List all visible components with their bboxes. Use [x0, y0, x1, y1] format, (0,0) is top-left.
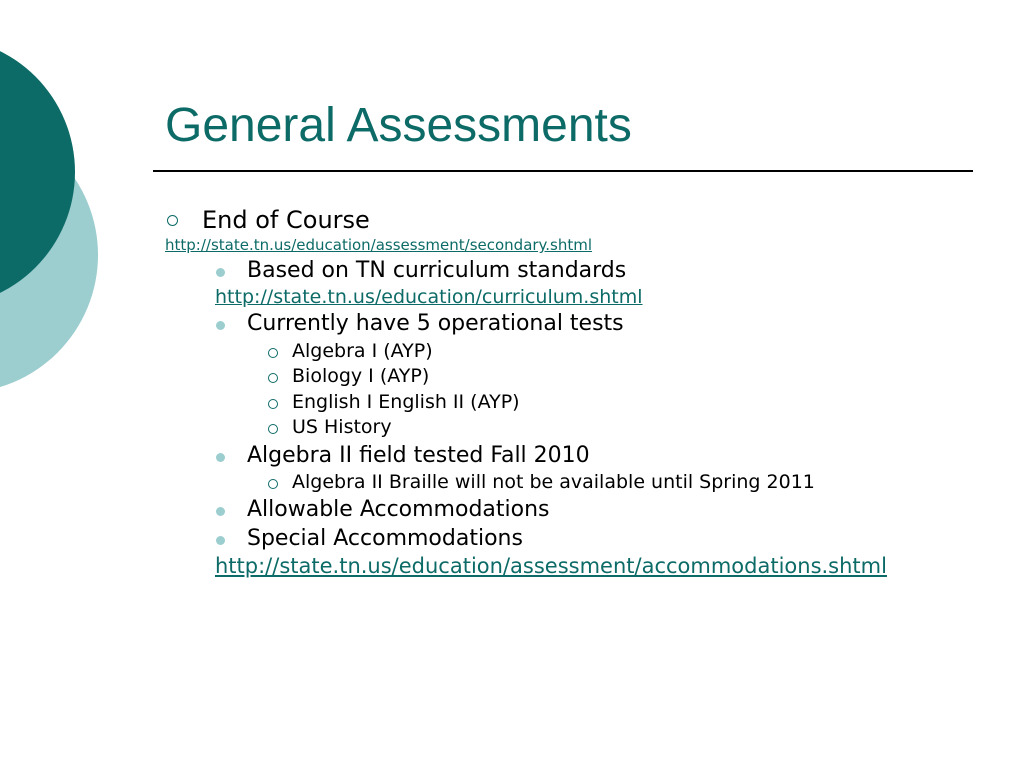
dot-bullet-icon [216, 536, 225, 545]
hollow-circle-bullet-icon [268, 479, 278, 489]
title-divider [153, 170, 973, 172]
bullet-allowable-accommodations: Allowable Accommodations [247, 497, 550, 522]
link-secondary-assessment[interactable]: http://state.tn.us/education/assessment/secondary.shtml [165, 236, 593, 254]
dot-bullet-icon [216, 453, 225, 462]
dot-bullet-icon [216, 321, 225, 330]
sub-bullet-us-history: US History [292, 416, 392, 438]
bullet-end-of-course: End of Course [202, 206, 370, 234]
sub-bullet-english: English I English II (AYP) [292, 391, 520, 413]
hollow-circle-bullet-icon [167, 215, 178, 226]
sub-bullet-algebra-i: Algebra I (AYP) [292, 340, 433, 362]
sub-bullet-biology-i: Biology I (AYP) [292, 365, 430, 387]
dot-bullet-icon [216, 268, 225, 277]
bullet-curriculum-standards: Based on TN curriculum standards [247, 258, 627, 283]
decorative-circles [0, 0, 110, 410]
hollow-circle-bullet-icon [268, 424, 278, 434]
hollow-circle-bullet-icon [268, 373, 278, 383]
link-curriculum[interactable]: http://state.tn.us/education/curriculum.shtml [215, 286, 643, 308]
dot-bullet-icon [216, 507, 225, 516]
link-accommodations[interactable]: http://state.tn.us/education/assessment/accommodations.shtml [215, 554, 887, 578]
bullet-algebra-ii-field-tested: Algebra II field tested Fall 2010 [247, 443, 590, 468]
bullet-special-accommodations: Special Accommodations [247, 526, 523, 551]
slide-title: General Assessments [165, 99, 632, 152]
hollow-circle-bullet-icon [268, 348, 278, 358]
hollow-circle-bullet-icon [268, 399, 278, 409]
bullet-operational-tests: Currently have 5 operational tests [247, 311, 624, 336]
sub-bullet-algebra-ii-braille: Algebra II Braille will not be available until Spring 2011 [292, 471, 815, 493]
